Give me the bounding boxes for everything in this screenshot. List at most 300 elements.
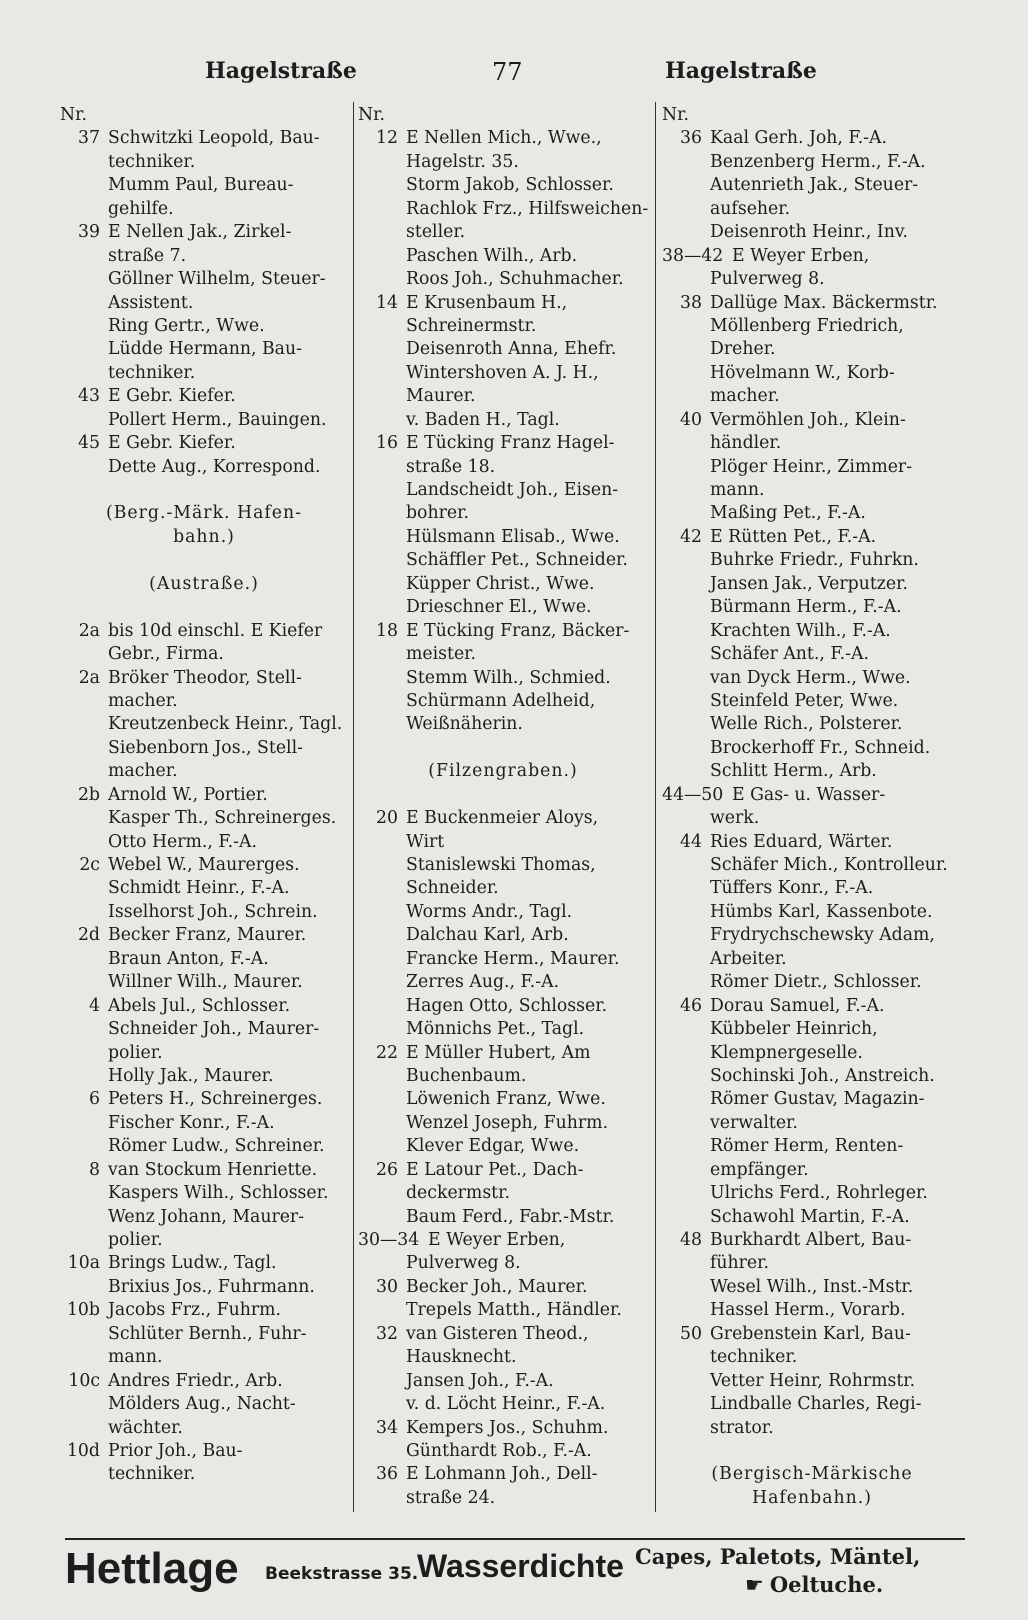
directory-entry bbox=[358, 831, 648, 854]
directory-entry bbox=[662, 760, 962, 783]
resident-text: Kaal Gerh. Joh, F.-A. bbox=[710, 128, 887, 149]
house-number: 2d bbox=[77, 925, 100, 946]
resident-text: Klever Edgar, Wwe. bbox=[406, 1136, 580, 1157]
directory-entry bbox=[358, 596, 648, 619]
resident-text: Hassel Herm., Vorarb. bbox=[710, 1300, 906, 1321]
resident-text: Paschen Wilh., Arb. bbox=[406, 245, 578, 266]
resident-text: E Weyer Erben, bbox=[428, 1230, 566, 1250]
directory-entry bbox=[358, 877, 648, 900]
resident-text: Bröker Theodor, Stell- bbox=[108, 667, 302, 688]
directory-entry bbox=[60, 1159, 348, 1182]
directory-entry bbox=[358, 1323, 648, 1346]
directory-entry bbox=[60, 268, 348, 291]
resident-text: v. d. Löcht Heinr., F.-A. bbox=[406, 1394, 606, 1415]
house-number: 2b bbox=[77, 784, 100, 805]
resident-text: Stemm Wilh., Schmied. bbox=[406, 667, 611, 688]
resident-text: straße 18. bbox=[406, 456, 496, 477]
directory-entry bbox=[662, 1323, 962, 1346]
resident-text: Zerres Aug., F.-A. bbox=[406, 972, 560, 993]
house-number: 30 bbox=[376, 1276, 398, 1297]
house-number: 18 bbox=[376, 620, 398, 641]
directory-entry bbox=[662, 338, 962, 361]
resident-text: E Nellen Jak., Zirkel- bbox=[108, 222, 292, 243]
ad-address: Beekstrasse 35. bbox=[265, 1564, 419, 1584]
directory-entry bbox=[358, 901, 648, 924]
directory-entry bbox=[358, 1346, 648, 1369]
resident-text: Autenrieth Jak., Steuer- bbox=[710, 175, 919, 196]
directory-entry bbox=[60, 221, 348, 244]
directory-entry bbox=[358, 479, 648, 502]
resident-text: Römer Gustav, Magazin- bbox=[710, 1089, 925, 1110]
resident-text: Storm Jakob, Schlosser. bbox=[406, 175, 614, 196]
directory-entry bbox=[662, 573, 962, 596]
directory-entry bbox=[358, 315, 648, 338]
directory-entry bbox=[358, 549, 648, 572]
resident-text: empfänger. bbox=[710, 1159, 809, 1180]
directory-entry bbox=[60, 690, 348, 713]
ad-products-line2 bbox=[745, 1572, 883, 1597]
page-number: 77 bbox=[492, 58, 523, 86]
house-number: 37 bbox=[78, 128, 100, 149]
directory-entry bbox=[358, 292, 648, 315]
directory-entry bbox=[662, 1346, 962, 1369]
house-number: 44 bbox=[680, 831, 702, 852]
directory-entry bbox=[662, 1088, 962, 1111]
resident-text: Hümbs Karl, Kassenbote. bbox=[710, 901, 933, 922]
directory-entry bbox=[358, 620, 648, 643]
directory-entry bbox=[662, 1182, 962, 1205]
resident-text: Hülsmann Elisab., Wwe. bbox=[406, 526, 620, 547]
blank-line bbox=[662, 1440, 962, 1463]
pointing-hand-icon: ☛ bbox=[745, 1573, 764, 1597]
resident-text: E Buckenmeier Aloys, bbox=[406, 808, 599, 829]
directory-entry bbox=[60, 1393, 348, 1416]
resident-text: Hövelmann W., Korb- bbox=[710, 362, 895, 383]
resident-text: polier. bbox=[108, 1230, 163, 1250]
directory-entry bbox=[662, 877, 962, 900]
resident-text: Schreinermstr. bbox=[406, 315, 537, 336]
house-number: 46 bbox=[680, 995, 702, 1016]
resident-text: Mumm Paul, Bureau- bbox=[108, 175, 294, 196]
resident-text: E Tücking Franz Hagel- bbox=[406, 433, 615, 454]
house-number: 10c bbox=[68, 1370, 100, 1391]
resident-text: Baum Ferd., Fabr.-Mstr. bbox=[406, 1206, 615, 1227]
house-number: 16 bbox=[376, 433, 398, 454]
resident-text: Dalchau Karl, Arb. bbox=[406, 925, 569, 946]
directory-entry bbox=[662, 1276, 962, 1299]
resident-text: Roos Joh., Schuhmacher. bbox=[406, 269, 624, 290]
column-1 bbox=[60, 104, 348, 1487]
resident-text: Römer Herm, Renten- bbox=[710, 1136, 904, 1157]
directory-entry bbox=[358, 127, 648, 150]
directory-entry bbox=[662, 596, 962, 619]
resident-text: Isselhorst Joh., Schrein. bbox=[108, 901, 318, 922]
directory-entry bbox=[662, 479, 962, 502]
directory-entry bbox=[358, 1440, 648, 1463]
resident-text: Buhrke Friedr., Fuhrkn. bbox=[710, 550, 919, 571]
directory-entry bbox=[60, 1440, 348, 1463]
resident-text: Dorau Samuel, F.-A. bbox=[710, 995, 885, 1016]
directory-entry bbox=[358, 713, 648, 736]
directory-entry bbox=[358, 1463, 648, 1486]
directory-entry bbox=[662, 292, 962, 315]
house-number: 8 bbox=[89, 1159, 100, 1180]
resident-text: Pulverweg 8. bbox=[406, 1253, 521, 1274]
resident-text: Plöger Heinr., Zimmer- bbox=[710, 456, 913, 477]
directory-entry bbox=[358, 221, 648, 244]
directory-entry bbox=[60, 1088, 348, 1111]
directory-entry bbox=[60, 127, 348, 150]
directory-entry bbox=[60, 1018, 348, 1041]
directory-entry bbox=[60, 1135, 348, 1158]
section-heading: (Austraße.) bbox=[149, 573, 259, 594]
resident-text: polier. bbox=[108, 1042, 163, 1063]
directory-entry bbox=[358, 854, 648, 877]
directory-entry bbox=[60, 409, 348, 432]
directory-entry bbox=[60, 1463, 348, 1486]
resident-text: E Gas- u. Wasser- bbox=[732, 784, 886, 805]
resident-text: Wirt bbox=[406, 831, 445, 852]
header-right-title: Hagelstraße bbox=[665, 58, 817, 84]
resident-text: macher. bbox=[108, 690, 178, 711]
directory-entry bbox=[358, 1487, 648, 1510]
resident-text: Maßing Pet., F.-A. bbox=[710, 503, 866, 524]
resident-text: Klempnergeselle. bbox=[710, 1042, 863, 1063]
resident-text: Schäfer Mich., Kontrolleur. bbox=[710, 855, 948, 875]
house-number: Nr. bbox=[60, 105, 87, 125]
resident-text: E Lohmann Joh., Dell- bbox=[406, 1464, 598, 1485]
directory-entry bbox=[358, 151, 648, 174]
resident-text: Hausknecht. bbox=[406, 1347, 517, 1368]
house-number: 38 bbox=[680, 292, 702, 313]
house-number: 26 bbox=[376, 1159, 398, 1180]
house-number: 44—50 bbox=[662, 784, 724, 805]
directory-entry bbox=[662, 995, 962, 1018]
directory-entry bbox=[358, 362, 648, 385]
directory-entry bbox=[358, 268, 648, 291]
resident-text: bis 10d einschl. E Kiefer bbox=[108, 620, 323, 641]
resident-text: Hagen Otto, Schlosser. bbox=[406, 995, 608, 1016]
section-heading: (Berg.-Märk. Hafen- bbox=[105, 503, 302, 524]
directory-entry bbox=[60, 198, 348, 221]
directory-entry bbox=[358, 573, 648, 596]
resident-text: Wenzel Joseph, Fuhrm. bbox=[406, 1112, 609, 1133]
directory-entry bbox=[60, 1346, 348, 1369]
directory-entry bbox=[60, 901, 348, 924]
header-left-title: Hagelstraße bbox=[205, 58, 357, 84]
resident-text: Jacobs Frz., Fuhrm. bbox=[108, 1300, 281, 1321]
resident-text: Schawohl Martin, F.-A. bbox=[710, 1206, 910, 1227]
resident-text: Sochinski Joh., Anstreich. bbox=[710, 1065, 935, 1086]
directory-entry bbox=[60, 948, 348, 971]
directory-entry bbox=[358, 1206, 648, 1229]
directory-entry bbox=[662, 315, 962, 338]
directory-entry bbox=[662, 807, 962, 830]
directory-entry bbox=[60, 1417, 348, 1440]
column-2 bbox=[358, 104, 648, 1510]
directory-entry bbox=[662, 151, 962, 174]
resident-text: Worms Andr., Tagl. bbox=[406, 901, 573, 922]
directory-entry bbox=[662, 713, 962, 736]
resident-text: Weißnäherin. bbox=[406, 714, 523, 735]
resident-text: E Latour Pet., Dach- bbox=[406, 1159, 584, 1180]
section-heading: Hafenbahn.) bbox=[752, 1487, 872, 1508]
resident-text: van Gisteren Theod., bbox=[406, 1323, 589, 1344]
resident-text: Wenz Johann, Maurer- bbox=[108, 1206, 305, 1227]
house-number: 32 bbox=[376, 1323, 398, 1344]
resident-text: Göllner Wilhelm, Steuer- bbox=[108, 269, 326, 290]
resident-text: straße 24. bbox=[406, 1487, 496, 1508]
resident-text: gehilfe. bbox=[108, 198, 174, 219]
resident-text: Brixius Jos., Fuhrmann. bbox=[108, 1276, 315, 1297]
resident-text: Abels Jul., Schlosser. bbox=[108, 995, 291, 1016]
house-number: 10a bbox=[67, 1253, 100, 1274]
resident-text: Siebenborn Jos., Stell- bbox=[108, 737, 303, 758]
resident-text: E Tücking Franz, Bäcker- bbox=[406, 620, 630, 641]
directory-entry bbox=[662, 901, 962, 924]
house-number: 4 bbox=[89, 995, 100, 1016]
house-number: 42 bbox=[680, 526, 702, 547]
house-number: 2a bbox=[78, 620, 100, 641]
resident-text: Trepels Matth., Händler. bbox=[406, 1300, 622, 1321]
directory-entry bbox=[662, 526, 962, 549]
directory-entry bbox=[662, 1206, 962, 1229]
resident-text: techniker. bbox=[108, 1464, 196, 1485]
resident-text: Kaspers Wilh., Schlosser. bbox=[108, 1183, 329, 1204]
resident-text: Andres Friedr., Arb. bbox=[108, 1370, 283, 1391]
resident-text: Ring Gertr., Wwe. bbox=[108, 315, 265, 336]
house-number: 2c bbox=[79, 855, 100, 875]
resident-text: Otto Herm., F.-A. bbox=[108, 831, 257, 852]
directory-entry bbox=[662, 737, 962, 760]
resident-text: Lindballe Charles, Regi- bbox=[710, 1394, 922, 1415]
section-heading: (Bergisch-Märkische bbox=[711, 1464, 913, 1485]
resident-text: Rachlok Frz., Hilfsweichen- bbox=[406, 198, 649, 219]
directory-entry bbox=[358, 174, 648, 197]
resident-text: E Weyer Erben, bbox=[732, 245, 870, 266]
resident-text: Schlitt Herm., Arb. bbox=[710, 761, 877, 782]
resident-text: Löwenich Franz, Wwe. bbox=[406, 1089, 606, 1110]
directory-entry bbox=[358, 1393, 648, 1416]
directory-entry bbox=[662, 1417, 962, 1440]
house-number: Nr. bbox=[662, 105, 689, 125]
directory-entry bbox=[358, 1229, 648, 1252]
resident-text: Stanislewski Thomas, bbox=[406, 855, 596, 875]
resident-text: E Müller Hubert, Am bbox=[406, 1042, 591, 1063]
house-number: 43 bbox=[78, 386, 100, 407]
blank-line bbox=[60, 549, 348, 572]
directory-entry bbox=[358, 1042, 648, 1065]
directory-entry bbox=[662, 667, 962, 690]
directory-entry bbox=[662, 1393, 962, 1416]
house-number: 48 bbox=[680, 1230, 702, 1250]
resident-text: Brockerhoff Fr., Schneid. bbox=[710, 737, 931, 758]
resident-text: techniker. bbox=[710, 1347, 798, 1368]
directory-entry bbox=[358, 995, 648, 1018]
directory-entry bbox=[60, 1370, 348, 1393]
resident-text: Webel W., Maurerges. bbox=[108, 855, 300, 875]
directory-entry bbox=[60, 104, 348, 127]
resident-text: händler. bbox=[710, 433, 782, 454]
resident-text: techniker. bbox=[108, 151, 196, 172]
directory-entry bbox=[60, 385, 348, 408]
directory-entry bbox=[662, 643, 962, 666]
directory-entry bbox=[60, 713, 348, 736]
resident-text: Becker Franz, Maurer. bbox=[108, 925, 307, 946]
house-number: 22 bbox=[376, 1042, 398, 1063]
directory-entry bbox=[358, 502, 648, 525]
resident-text: Drieschner El., Wwe. bbox=[406, 597, 592, 618]
directory-entry bbox=[60, 1229, 348, 1252]
resident-text: Wesel Wilh., Inst.-Mstr. bbox=[710, 1276, 914, 1297]
resident-text: wächter. bbox=[108, 1417, 183, 1438]
directory-entry bbox=[662, 127, 962, 150]
blank-line bbox=[60, 596, 348, 619]
directory-entry bbox=[662, 198, 962, 221]
resident-text: Ries Eduard, Wärter. bbox=[710, 831, 893, 852]
resident-text: Ulrichs Ferd., Rohrleger. bbox=[710, 1183, 928, 1204]
resident-text: Willner Wilh., Maurer. bbox=[108, 972, 303, 993]
directory-entry bbox=[662, 1370, 962, 1393]
resident-text: Benzenberg Herm., F.-A. bbox=[710, 151, 926, 172]
ad-headline: Wasserdichte bbox=[417, 1548, 624, 1584]
resident-text: Kasper Th., Schreinerges. bbox=[108, 808, 337, 829]
resident-text: v. Baden H., Tagl. bbox=[406, 409, 560, 430]
resident-text: Mönnichs Pet., Tagl. bbox=[406, 1019, 585, 1040]
directory-entry bbox=[358, 690, 648, 713]
house-number: 30—34 bbox=[358, 1230, 420, 1250]
directory-entry bbox=[60, 1323, 348, 1346]
resident-text: Burkhardt Albert, Bau- bbox=[710, 1230, 912, 1250]
resident-text: Schürmann Adelheid, bbox=[406, 690, 596, 711]
directory-entry bbox=[60, 737, 348, 760]
directory-entry bbox=[358, 456, 648, 479]
directory-entry bbox=[662, 831, 962, 854]
section-heading: (Filzengraben.) bbox=[428, 761, 578, 782]
directory-entry bbox=[60, 1112, 348, 1135]
resident-text: Möllenberg Friedrich, bbox=[710, 315, 904, 336]
house-number: Nr. bbox=[358, 105, 385, 125]
resident-text: Brings Ludw., Tagl. bbox=[108, 1253, 277, 1274]
directory-entry bbox=[358, 948, 648, 971]
resident-text: Deisenroth Heinr., Inv. bbox=[710, 222, 909, 243]
directory-entry bbox=[662, 690, 962, 713]
resident-text: Günthardt Rob., F.-A. bbox=[406, 1440, 592, 1461]
resident-text: Fischer Konr., F.-A. bbox=[108, 1112, 275, 1133]
resident-text: Bürmann Herm., F.-A. bbox=[710, 597, 902, 618]
house-number: 10b bbox=[66, 1300, 100, 1321]
directory-entry bbox=[358, 1252, 648, 1275]
resident-text: Tüffers Konr., F.-A. bbox=[710, 878, 874, 899]
directory-entry bbox=[60, 456, 348, 479]
resident-text: Assistent. bbox=[108, 292, 194, 313]
directory-entry bbox=[662, 924, 962, 947]
advertisement bbox=[65, 1540, 965, 1610]
resident-text: Deisenroth Anna, Ehefr. bbox=[406, 339, 617, 360]
resident-text: Arnold W., Portier. bbox=[108, 784, 268, 805]
section-heading: bahn.) bbox=[173, 526, 235, 547]
resident-text: Arbeiter. bbox=[710, 948, 787, 969]
resident-text: Römer Ludw., Schreiner. bbox=[108, 1136, 325, 1157]
directory-entry bbox=[358, 385, 648, 408]
directory-entry bbox=[662, 502, 962, 525]
resident-text: strator. bbox=[710, 1417, 774, 1438]
directory-entry bbox=[60, 643, 348, 666]
resident-text: Schneider. bbox=[406, 878, 499, 899]
column-divider bbox=[353, 102, 354, 1512]
directory-entry bbox=[60, 877, 348, 900]
directory-entry bbox=[60, 1182, 348, 1205]
resident-text: Mölders Aug., Nacht- bbox=[108, 1394, 296, 1415]
directory-entry bbox=[60, 315, 348, 338]
directory-entry bbox=[358, 245, 648, 268]
directory-entry bbox=[358, 667, 648, 690]
directory-entry bbox=[358, 1112, 648, 1135]
directory-entry bbox=[358, 1417, 648, 1440]
resident-text: Lüdde Hermann, Bau- bbox=[108, 339, 302, 360]
resident-text: E Gebr. Kiefer. bbox=[108, 433, 236, 454]
directory-entry bbox=[662, 1299, 962, 1322]
resident-text: Kübbeler Heinrich, bbox=[710, 1019, 878, 1040]
column-3 bbox=[662, 104, 962, 1510]
directory-entry bbox=[662, 1159, 962, 1182]
resident-text: bohrer. bbox=[406, 503, 469, 524]
directory-entry bbox=[60, 831, 348, 854]
directory-entry bbox=[662, 1112, 962, 1135]
resident-text: Jansen Jak., Verputzer. bbox=[710, 573, 908, 594]
directory-entry bbox=[662, 1252, 962, 1275]
directory-entry bbox=[60, 667, 348, 690]
house-number: 6 bbox=[89, 1089, 100, 1110]
directory-entry bbox=[358, 1018, 648, 1041]
directory-entry bbox=[662, 409, 962, 432]
directory-entry bbox=[358, 971, 648, 994]
resident-text: Kempers Jos., Schuhm. bbox=[406, 1417, 609, 1438]
house-number: 45 bbox=[78, 433, 100, 454]
directory-entry bbox=[662, 1229, 962, 1252]
directory-entry bbox=[60, 174, 348, 197]
resident-text: straße 7. bbox=[108, 245, 187, 266]
blank-line bbox=[358, 737, 648, 760]
directory-entry bbox=[60, 245, 348, 268]
resident-text: E Rütten Pet., F.-A. bbox=[710, 526, 877, 547]
directory-entry bbox=[662, 456, 962, 479]
house-number: 40 bbox=[680, 409, 702, 430]
directory-entry bbox=[60, 1065, 348, 1088]
resident-text: verwalter. bbox=[710, 1112, 798, 1133]
resident-text: Schäfer Ant., F.-A. bbox=[710, 644, 869, 665]
directory-entry bbox=[358, 1159, 648, 1182]
directory-entry bbox=[358, 432, 648, 455]
directory-entry bbox=[662, 245, 962, 268]
directory-entry bbox=[60, 1206, 348, 1229]
directory-entry bbox=[662, 620, 962, 643]
directory-entry bbox=[60, 760, 348, 783]
resident-text: Holly Jak., Maurer. bbox=[108, 1065, 274, 1086]
directory-entry bbox=[358, 1065, 648, 1088]
directory-entry bbox=[60, 971, 348, 994]
house-number: 12 bbox=[376, 128, 398, 149]
house-number: 39 bbox=[78, 222, 100, 243]
resident-text: werk. bbox=[710, 808, 760, 829]
resident-text: Welle Rich., Polsterer. bbox=[710, 714, 903, 735]
resident-text: macher. bbox=[108, 761, 178, 782]
resident-text: Schwitzki Leopold, Bau- bbox=[108, 128, 320, 149]
resident-text: Hagelstr. 35. bbox=[406, 151, 519, 172]
directory-entry bbox=[60, 807, 348, 830]
resident-text: Becker Joh., Maurer. bbox=[406, 1276, 588, 1297]
resident-text: Kreutzenbeck Heinr., Tagl. bbox=[108, 714, 343, 735]
